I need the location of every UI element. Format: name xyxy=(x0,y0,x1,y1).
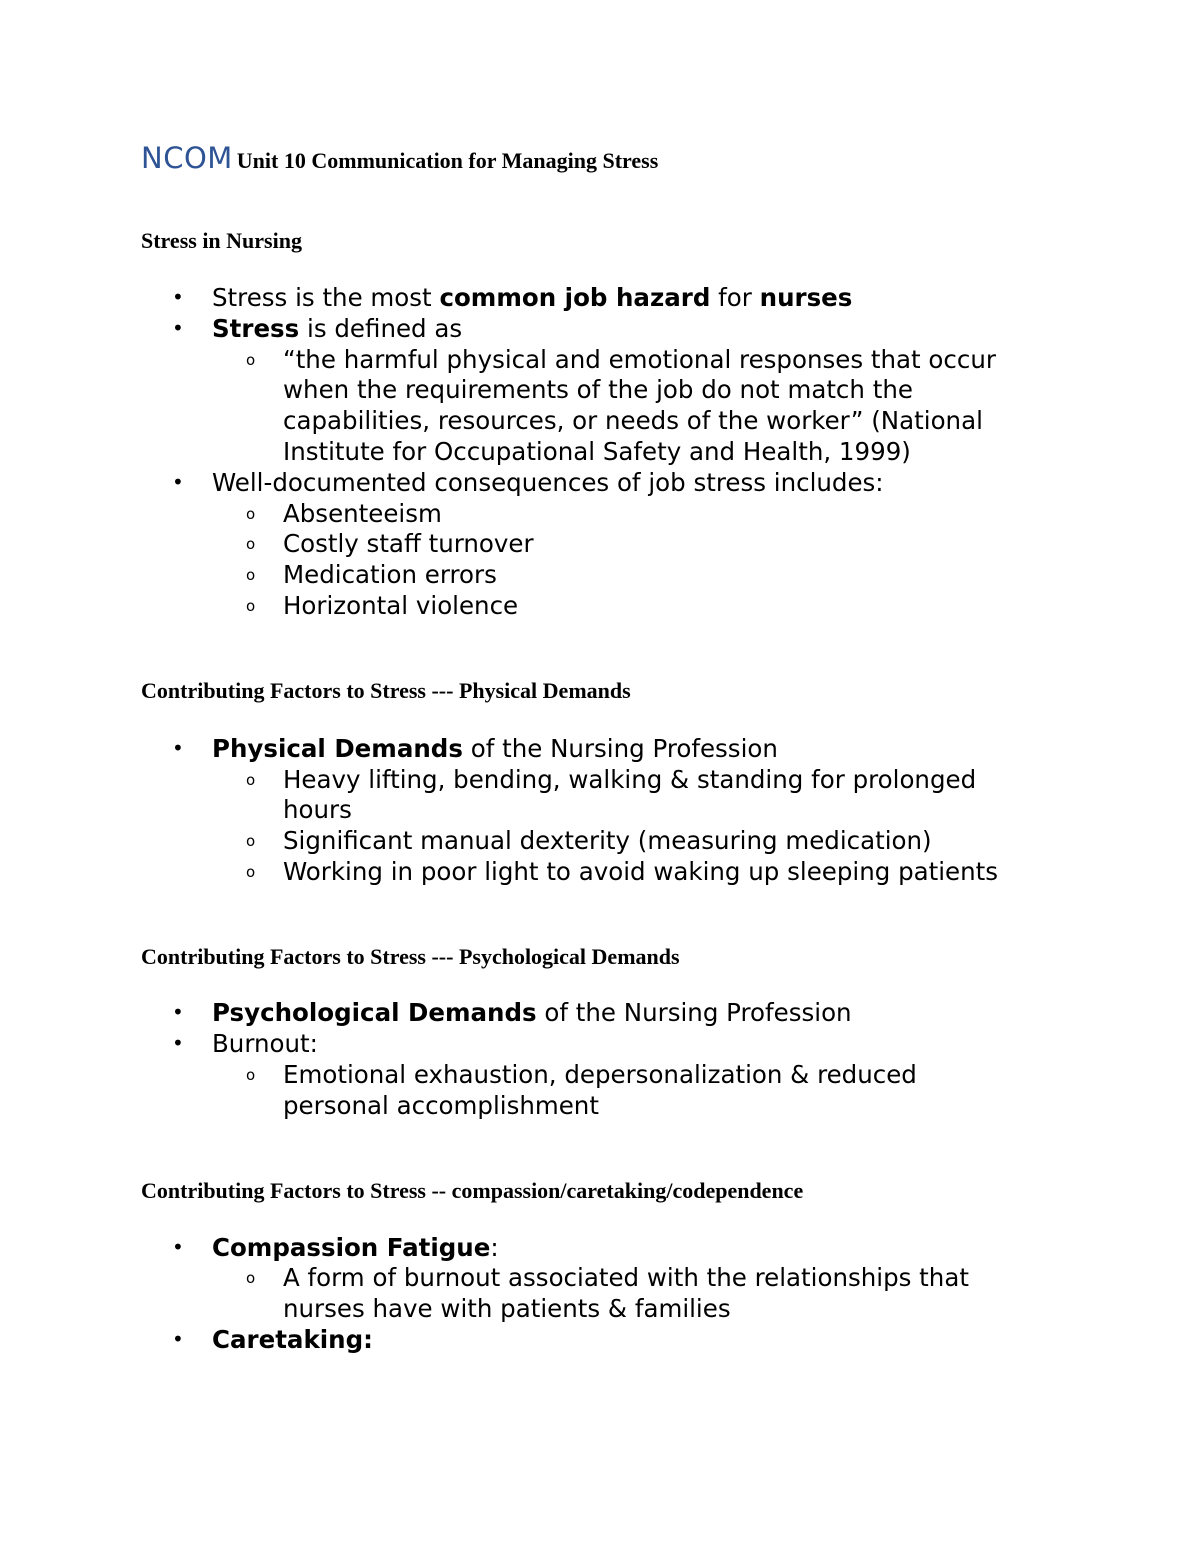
sub-bullet-icon: o xyxy=(246,566,256,584)
sub-list-item-continued: hours xyxy=(283,795,352,824)
sub-list-item: Medication errors xyxy=(283,560,497,589)
definition-line: “the harmful physical and emotional responses that occur xyxy=(283,345,996,374)
section-heading-compassion: Contributing Factors to Stress -- compassion/caretaking/codependence xyxy=(141,1178,804,1203)
sub-list-item: Heavy lifting, bending, walking & standing for prolonged xyxy=(283,765,977,794)
title-main: Unit 10 Communication for Managing Stress xyxy=(236,148,659,173)
bullet-icon: • xyxy=(172,736,184,760)
sub-list-item: A form of burnout associated with the relationships that xyxy=(283,1263,969,1292)
list-item: Well-documented consequences of job stress includes: xyxy=(212,468,884,497)
definition-line: Institute for Occupational Safety and Health, 1999) xyxy=(283,437,911,466)
sub-list-item: Costly staff turnover xyxy=(283,529,534,558)
sub-bullet-icon: o xyxy=(246,351,256,369)
title-prefix: NCOM xyxy=(141,141,233,175)
sub-bullet-icon: o xyxy=(246,1269,256,1287)
sub-bullet-icon: o xyxy=(246,832,256,850)
definition-line: when the requirements of the job do not match the xyxy=(283,375,913,404)
bold-text: Stress xyxy=(212,314,300,343)
sub-bullet-icon: o xyxy=(246,535,256,553)
sub-bullet-icon: o xyxy=(246,771,256,789)
document-title xyxy=(141,141,658,175)
sub-list-item-continued: personal accomplishment xyxy=(283,1091,599,1120)
sub-list-item: Working in poor light to avoid waking up sleeping patients xyxy=(283,857,999,886)
bullet-icon: • xyxy=(172,1327,184,1351)
sub-list-item: Absenteeism xyxy=(283,499,442,528)
list-item-text: : xyxy=(490,1233,499,1262)
bullet-icon: • xyxy=(172,316,184,340)
sub-bullet-icon: o xyxy=(246,597,256,615)
section-heading-psychological-demands: Contributing Factors to Stress --- Psychological Demands xyxy=(141,944,680,969)
definition-line: capabilities, resources, or needs of the worker” (National xyxy=(283,406,983,435)
bullet-icon: • xyxy=(172,1235,184,1259)
sub-list-item-continued: nurses have with patients & families xyxy=(283,1294,731,1323)
sub-bullet-icon: o xyxy=(246,505,256,523)
list-item-text: of the Nursing Profession xyxy=(462,734,778,763)
section-heading-stress-in-nursing: Stress in Nursing xyxy=(141,228,302,253)
bullet-icon: • xyxy=(172,285,184,309)
bold-text: Physical Demands xyxy=(212,734,463,763)
sub-list-item: Horizontal violence xyxy=(283,591,519,620)
list-item xyxy=(212,1324,373,1355)
list-item-text: is defined as xyxy=(299,314,463,343)
bold-text: common job hazard xyxy=(439,283,711,312)
list-item-text: of the Nursing Profession xyxy=(536,998,852,1027)
bold-text: nurses xyxy=(759,283,853,312)
list-item-text: Stress is the most xyxy=(212,283,440,312)
list-item xyxy=(212,282,852,313)
list-item xyxy=(212,997,852,1028)
bullet-icon: • xyxy=(172,470,184,494)
list-item xyxy=(212,733,778,764)
bullet-icon: • xyxy=(172,1000,184,1024)
sub-list-item: Significant manual dexterity (measuring medication) xyxy=(283,826,932,855)
bullet-icon: • xyxy=(172,1031,184,1055)
section-heading-physical-demands: Contributing Factors to Stress --- Physical Demands xyxy=(141,678,631,703)
bold-text: Caretaking: xyxy=(212,1325,373,1354)
list-item: Burnout: xyxy=(212,1029,318,1058)
list-item-text: for xyxy=(710,283,760,312)
sub-list-item: Emotional exhaustion, depersonalization & reduced xyxy=(283,1060,917,1089)
bold-text: Psychological Demands xyxy=(212,998,537,1027)
list-item xyxy=(212,1232,499,1263)
list-item xyxy=(212,313,462,344)
bold-text: Compassion Fatigue xyxy=(212,1233,491,1262)
sub-bullet-icon: o xyxy=(246,1066,256,1084)
sub-bullet-icon: o xyxy=(246,863,256,881)
